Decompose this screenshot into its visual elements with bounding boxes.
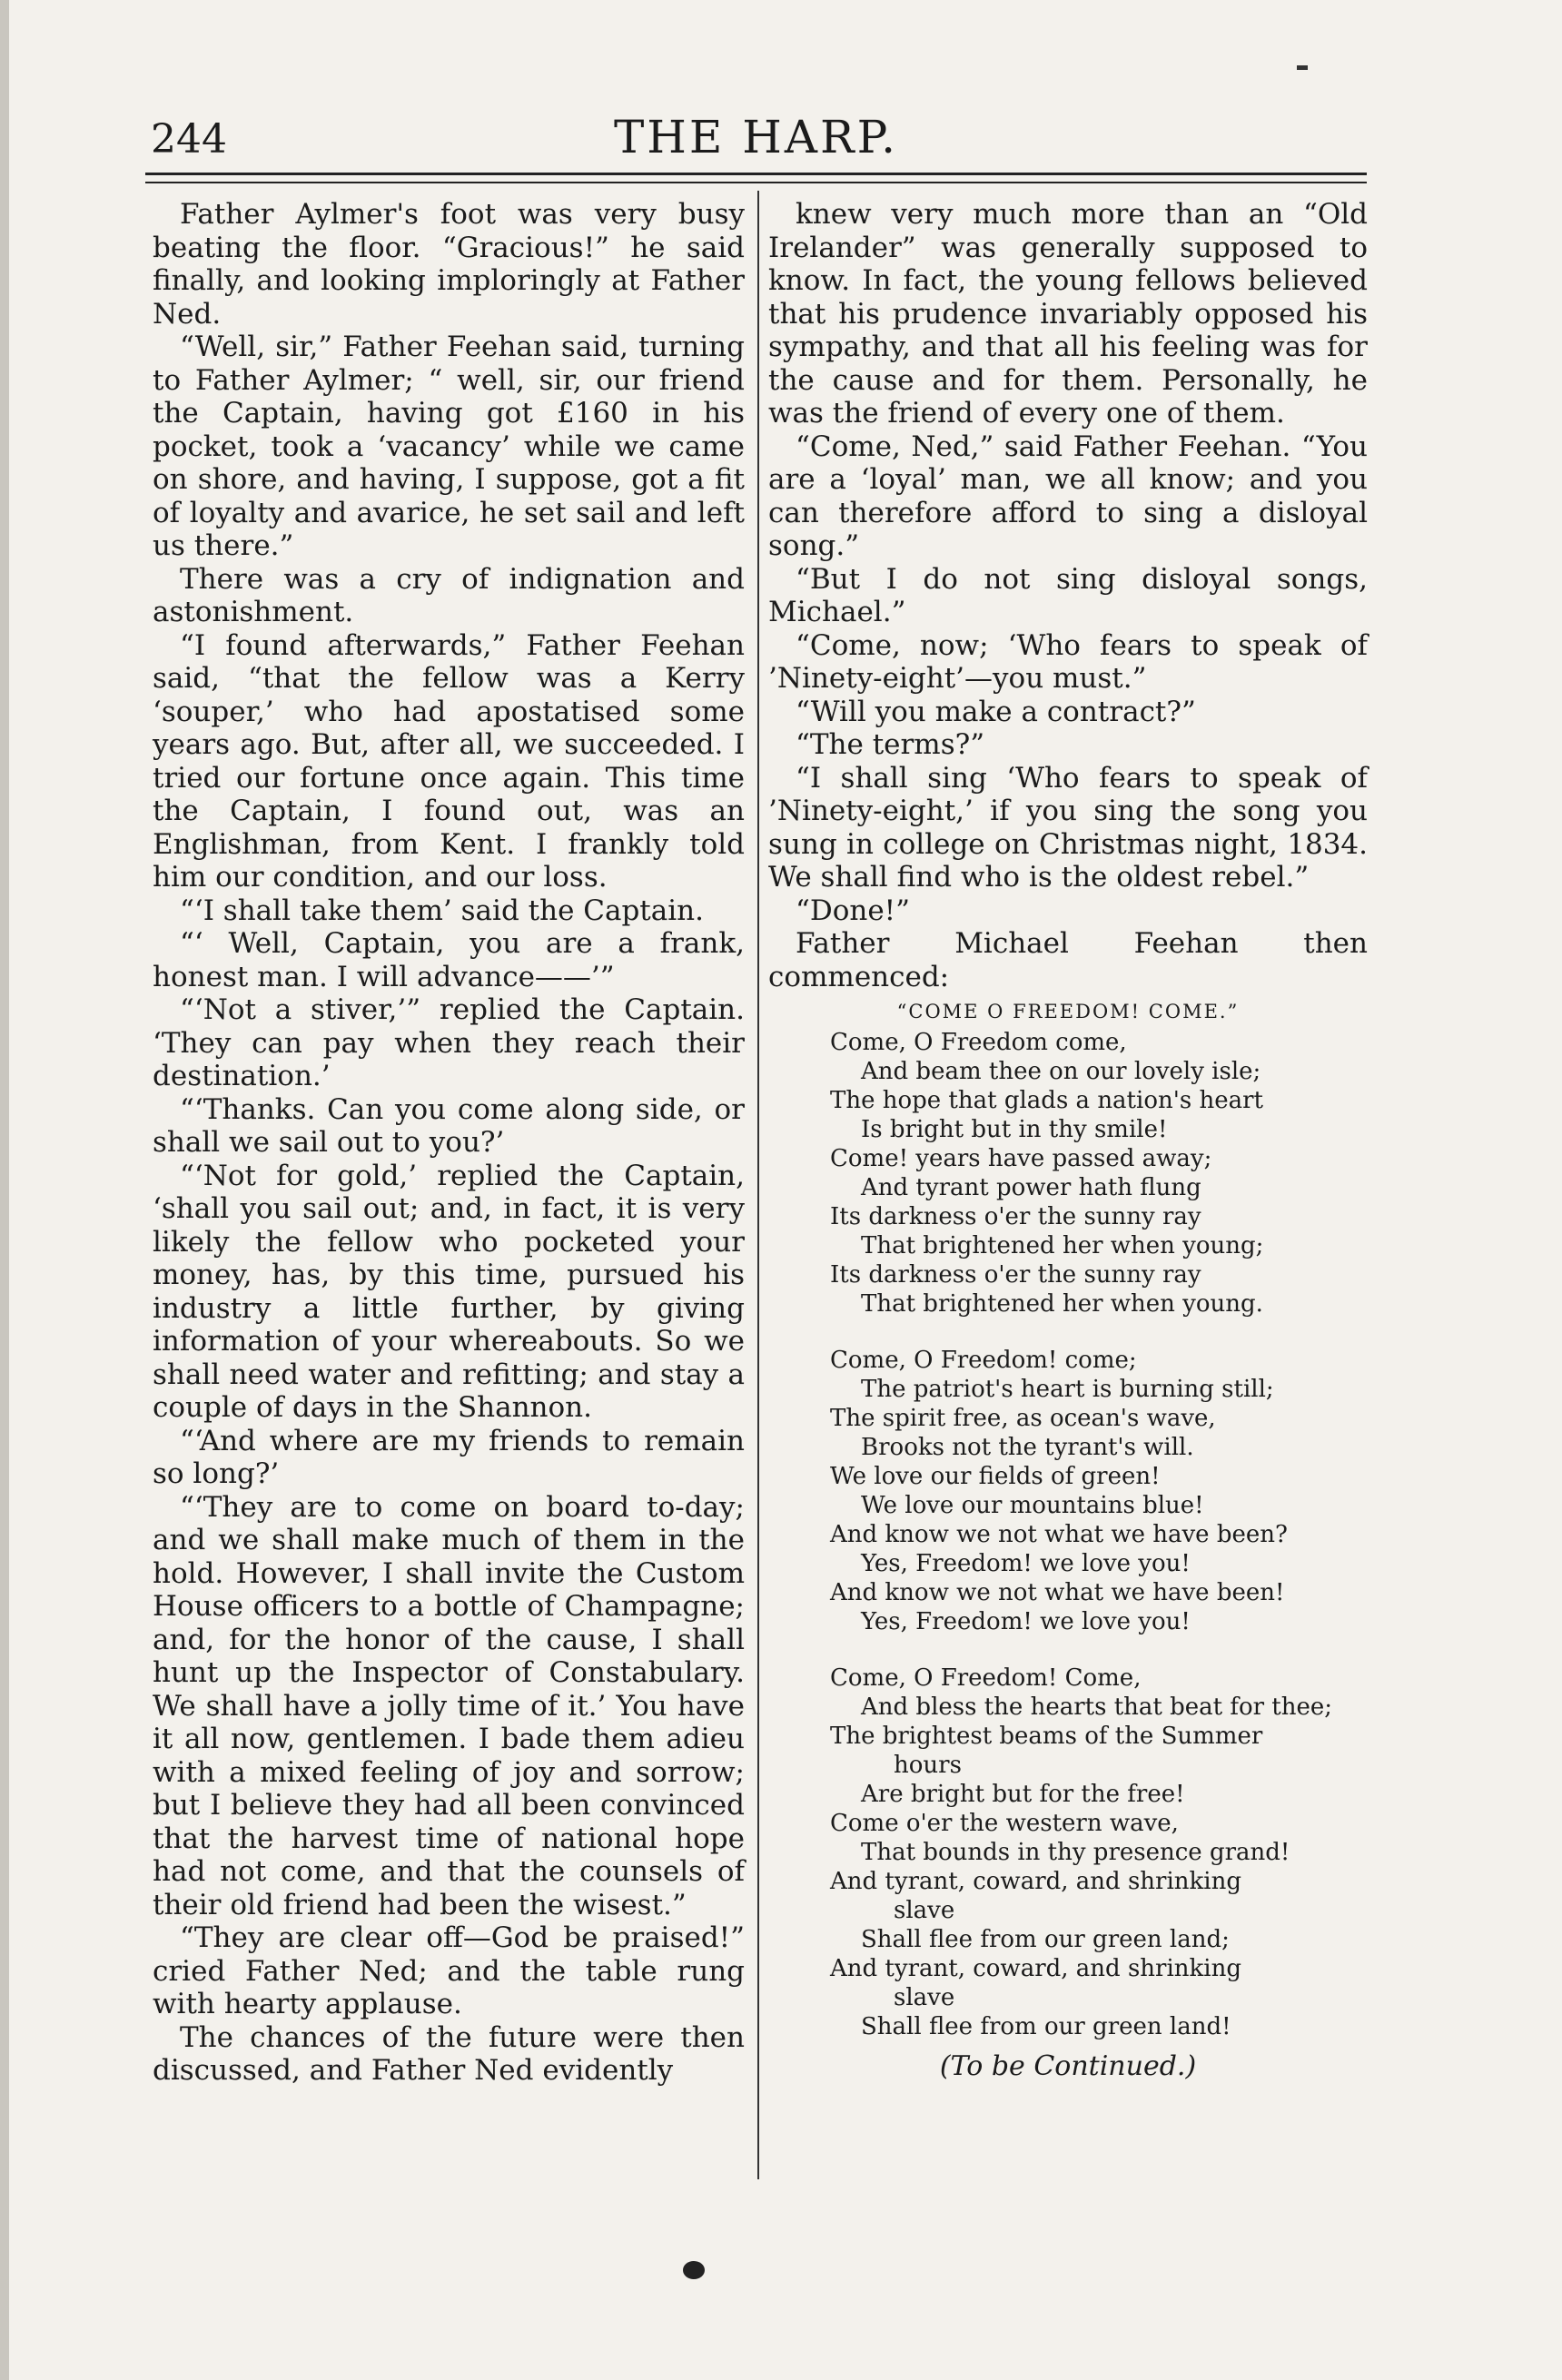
poem-line: Shall flee from our green land; <box>861 1926 1230 1953</box>
poem-line: Come! years have passed away; <box>830 1145 1212 1172</box>
poem-line: And tyrant power hath flung <box>861 1174 1201 1201</box>
poem-line: Are bright but for the free! <box>861 1781 1185 1808</box>
poem-line: We love our mountains blue! <box>861 1492 1204 1519</box>
poem-line: And beam thee on our lovely isle; <box>861 1058 1261 1085</box>
column-divider <box>757 191 759 2179</box>
continued-note: (To be Continued.) <box>939 2050 1197 2082</box>
poem-line: And know we not what we have been? <box>830 1521 1288 1548</box>
paragraph: “The terms?” <box>796 728 985 761</box>
poem-line: The hope that glads a nation's heart <box>830 1087 1263 1114</box>
ink-blot <box>683 2261 705 2279</box>
paragraph: “‘Not a stiver,’” replied the Captain. ‘They can pay when they reach their destination.’ <box>153 993 745 1092</box>
poem-stanza <box>830 1664 1368 2041</box>
scan-mark <box>1297 65 1308 70</box>
poem-line: hours <box>894 1752 962 1779</box>
header-rule-thick <box>145 173 1367 175</box>
poem-line: slave <box>894 1984 955 2011</box>
paragraph: “Well, sir,” Father Feehan said, turning to Father Aylmer; “ well, sir, our friend the Captain, having got £160 in his pocket, took a ‘vacancy’ while we came on shore, and having, I suppose, got a fit of loyalty and avarice, he set sail and left us there.” <box>153 331 745 562</box>
poem-line: And tyrant, coward, and shrinking <box>830 1955 1241 1982</box>
poem-line: And know we not what we have been! <box>830 1579 1285 1606</box>
paragraph: knew very much more than an “Old Irelander” was generally supposed to know. In fact, the young fellows believed that his prudence invariably opposed his sympathy, and that all his feeling was for the cause and for them. Personally, he was the friend of every one of them. <box>768 198 1368 430</box>
paragraph: “‘And where are my friends to remain so long?’ <box>153 1424 745 1490</box>
poem-line: Its darkness o'er the sunny ray <box>830 1261 1201 1289</box>
paragraph: Father Aylmer's foot was very busy beating the floor. “Gracious!” he said finally, and looking imploringly at Father Ned. <box>153 198 745 331</box>
paragraph: There was a cry of indignation and astonishment. <box>153 562 745 628</box>
poem-stanza <box>830 1028 1368 1318</box>
paragraph: “Will you make a contract?” <box>796 695 1196 728</box>
paragraph: “‘ Well, Captain, you are a frank, honest man. I will advance——’” <box>153 927 745 993</box>
poem-line: We love our fields of green! <box>830 1463 1161 1490</box>
paragraph: “‘Thanks. Can you come along side, or shall we sail out to you?’ <box>153 1092 745 1159</box>
page-number: 244 <box>151 116 227 163</box>
poem-stanza <box>830 1346 1368 1636</box>
paragraph: Father Michael Feehan then commenced: <box>768 927 1368 993</box>
poem-line: That brightened her when young; <box>861 1232 1264 1259</box>
paragraph: “I shall sing ‘Who fears to speak of ’Ninety-eight,’ if you sing the song you sung in college on Christmas night, 1834. We shall find who is the oldest rebel.” <box>768 761 1368 894</box>
poem-line: Is bright but in thy smile! <box>861 1116 1168 1143</box>
poem-title: “COME O FREEDOM! COME.” <box>896 1001 1240 1022</box>
right-column <box>768 198 1368 2082</box>
poem-line: And tyrant, coward, and shrinking <box>830 1868 1241 1895</box>
left-column <box>153 198 745 2088</box>
poem-line: The brightest beams of the Summer <box>830 1723 1263 1750</box>
paragraph: The chances of the future were then discussed, and Father Ned evidently <box>153 2020 745 2087</box>
poem-line: Brooks not the tyrant's will. <box>861 1434 1194 1461</box>
poem-line: Yes, Freedom! we love you! <box>861 1550 1191 1577</box>
paragraph: “Come, Ned,” said Father Feehan. “You are a ‘loyal’ man, we all know; and you can therefore afford to sing a disloyal song.” <box>768 430 1368 562</box>
poem-line: Its darkness o'er the sunny ray <box>830 1203 1201 1230</box>
paragraph: “I found afterwards,” Father Feehan said, “that the fellow was a Kerry ‘souper,’ who had apostatised some years ago. But, after all, we succeeded. I tried our fortune once again. This time the Captain, I found out, was an Englishman, from Kent. I frankly told him our condition, and our loss. <box>153 628 745 894</box>
scan-edge <box>0 0 9 2380</box>
poem-line: Yes, Freedom! we love you! <box>861 1608 1191 1635</box>
poem-line: Come, O Freedom! come; <box>830 1347 1137 1374</box>
paragraph: “They are clear off—God be praised!” cried Father Ned; and the table rung with hearty applause. <box>153 1921 745 2020</box>
poem-line: Come o'er the western wave, <box>830 1810 1179 1837</box>
poem-line: The patriot's heart is burning still; <box>861 1376 1274 1403</box>
poem-line: slave <box>894 1897 955 1924</box>
poem <box>768 1028 1368 2041</box>
poem-line: That brightened her when young. <box>861 1290 1263 1318</box>
poem-line: Come, O Freedom come, <box>830 1029 1127 1056</box>
header-rule-thin <box>145 182 1367 183</box>
page-header <box>145 107 1367 171</box>
poem-line: That bounds in thy presence grand! <box>861 1839 1290 1866</box>
poem-line: The spirit free, as ocean's wave, <box>830 1405 1216 1432</box>
paragraph: “‘Not for gold,’ replied the Captain, ‘shall you sail out; and, in fact, it is very likely the fellow who pocketed your money, has, by this time, pursued his industry a little further, by giving information of your whereabouts. So we shall need water and refitting; and stay a couple of days in the Shannon. <box>153 1159 745 1424</box>
poem-line: Come, O Freedom! Come, <box>830 1664 1142 1692</box>
paragraph: “‘They are to come on board to-day; and we shall make much of them in the hold. However, I shall invite the Custom House officers to a bottle of Champagne; and, for the honor of the cause, I shall hunt up the Inspector of Constabulary. We shall have a jolly time of it.’ You have it all now, gentlemen. I bade them adieu with a mixed feeling of joy and sorrow; but I believe they had all been convinced that the harvest time of national hope had not come, and that the counsels of their old friend had been the wisest.” <box>153 1490 745 1921</box>
poem-line: Shall flee from our green land! <box>861 2013 1231 2040</box>
poem-line: And bless the hearts that beat for thee; <box>861 1694 1333 1721</box>
page-title: THE HARP. <box>613 111 899 163</box>
paragraph: “‘I shall take them’ said the Captain. <box>180 894 704 927</box>
paragraph: “Come, now; ‘Who fears to speak of ’Ninety-eight’—you must.” <box>768 628 1368 695</box>
paragraph: “But I do not sing disloyal songs, Michael.” <box>768 562 1368 628</box>
paragraph: “Done!” <box>796 894 910 927</box>
